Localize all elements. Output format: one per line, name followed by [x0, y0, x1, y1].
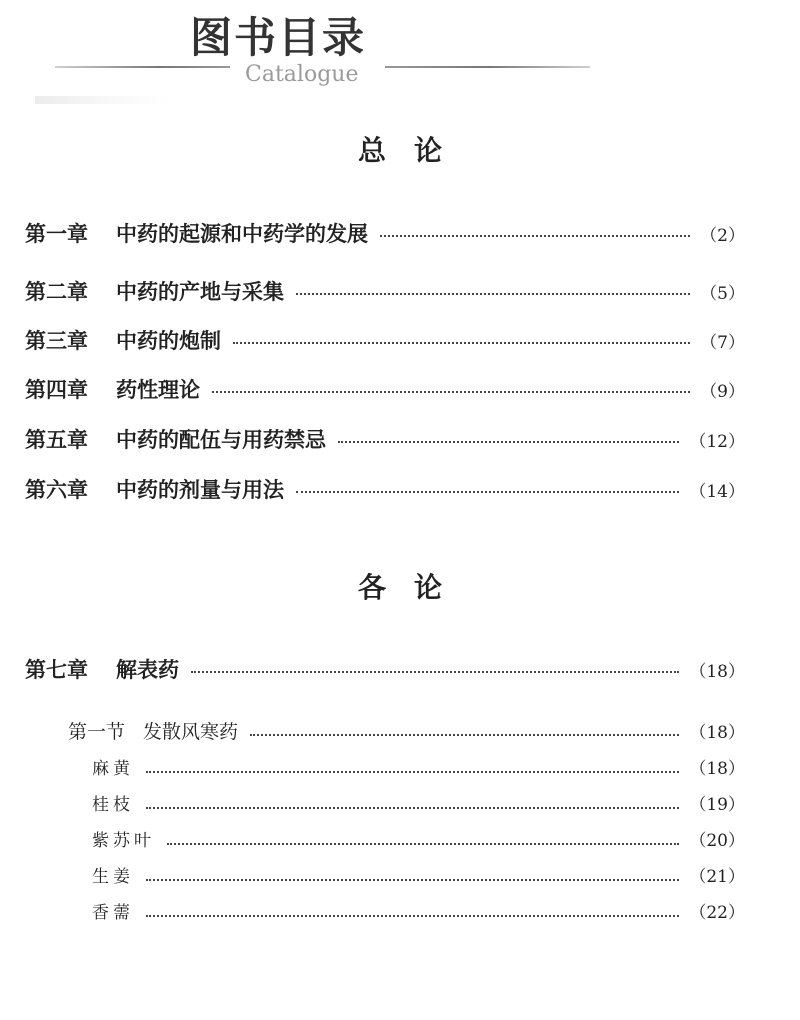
- section-number: 第一节: [68, 721, 126, 743]
- chapter-number: 第四章: [25, 378, 88, 402]
- item-title: 生姜: [92, 867, 134, 887]
- catalogue-title: 图书目录: [190, 13, 367, 62]
- chapter-title: 中药的起源和中药学的发展: [116, 222, 368, 246]
- toc-entry-chapter-5[interactable]: [25, 424, 745, 454]
- toc-entry-item[interactable]: [92, 862, 745, 892]
- chapter-title: 中药的剂量与用法: [116, 478, 284, 502]
- page-number: （19）: [689, 795, 745, 815]
- dot-leader: [338, 441, 679, 443]
- item-title: 香薷: [92, 903, 134, 923]
- header-shadow-decoration: [35, 96, 170, 104]
- chapter-title: 药性理论: [116, 378, 200, 402]
- toc-entry-item[interactable]: [92, 754, 745, 784]
- toc-entry-chapter-1[interactable]: [25, 218, 745, 248]
- toc-entry-item[interactable]: [92, 826, 745, 856]
- dot-leader: [191, 671, 679, 673]
- page-number: （21）: [689, 867, 745, 887]
- page-number: （2）: [700, 226, 745, 246]
- dot-leader: [146, 807, 679, 809]
- toc-entry-chapter-4[interactable]: [25, 374, 745, 404]
- toc-entry-chapter-2[interactable]: [25, 276, 745, 306]
- dot-leader: [146, 915, 679, 917]
- toc-entry-section-1[interactable]: [68, 717, 745, 747]
- dot-leader: [233, 342, 690, 344]
- section-title: 发散风寒药: [143, 721, 239, 743]
- chapter-number: 第三章: [25, 329, 88, 353]
- page-number: （22）: [689, 903, 745, 923]
- chapter-number: 第二章: [25, 280, 88, 304]
- chapter-number: 第一章: [25, 222, 88, 246]
- chapter-number: 第五章: [25, 428, 88, 452]
- page-number: （18）: [689, 759, 745, 779]
- dot-leader: [296, 293, 690, 295]
- page-number: （18）: [689, 723, 745, 743]
- toc-entry-item[interactable]: [92, 790, 745, 820]
- catalogue-header: [0, 0, 800, 110]
- dot-leader: [296, 491, 679, 493]
- chapter-title: 中药的炮制: [116, 329, 221, 353]
- page-number: （5）: [700, 284, 745, 304]
- chapter-number: 第六章: [25, 478, 88, 502]
- header-rule-left: [55, 66, 230, 68]
- toc-entry-chapter-6[interactable]: [25, 474, 745, 504]
- toc-entry-item[interactable]: [92, 898, 745, 928]
- header-rule-right: [385, 66, 590, 68]
- chapter-title: 解表药: [116, 658, 179, 682]
- dot-leader: [146, 771, 679, 773]
- item-title: 麻黄: [92, 759, 134, 779]
- dot-leader: [146, 879, 679, 881]
- page-number: （18）: [689, 662, 745, 682]
- dot-leader: [250, 734, 679, 736]
- toc-entry-chapter-7[interactable]: [25, 654, 745, 684]
- chapter-number: 第七章: [25, 658, 88, 682]
- toc-entry-chapter-3[interactable]: [25, 325, 745, 355]
- page-number: （7）: [700, 333, 745, 353]
- page-number: （9）: [700, 382, 745, 402]
- page-number: （14）: [689, 482, 745, 502]
- section-title-specific: 各 论: [357, 571, 442, 604]
- dot-leader: [212, 391, 690, 393]
- dot-leader: [167, 843, 679, 845]
- chapter-title: 中药的产地与采集: [116, 280, 284, 304]
- page-number: （12）: [689, 432, 745, 452]
- section-title-general: 总 论: [357, 134, 442, 167]
- page-number: （20）: [689, 831, 745, 851]
- item-title: 紫苏叶: [92, 831, 155, 851]
- catalogue-subtitle: Catalogue: [245, 62, 359, 87]
- item-title: 桂枝: [92, 795, 134, 815]
- chapter-title: 中药的配伍与用药禁忌: [116, 428, 326, 452]
- dot-leader: [380, 235, 690, 237]
